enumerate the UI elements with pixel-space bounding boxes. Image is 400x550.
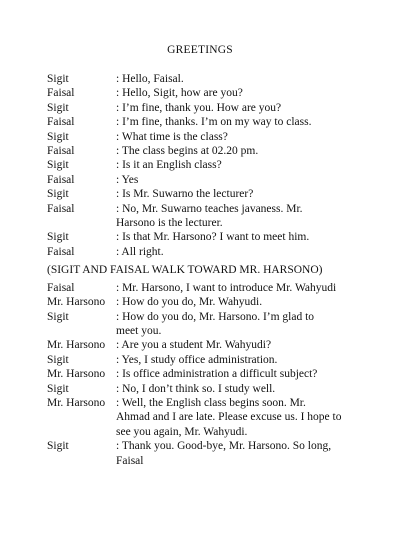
dialogue-text: : What time is the class?: [116, 130, 228, 143]
dialogue-line: [47, 115, 367, 129]
dialogue-line: [47, 367, 367, 381]
speaker-name: Faisal: [47, 116, 75, 129]
dialogue-text: : I’m fine, thank you. How are you?: [116, 101, 282, 114]
speaker-name: Sigit: [47, 310, 69, 323]
dialogue-line: [47, 158, 367, 172]
dialogue-line: [47, 202, 367, 231]
dialogue-line: [47, 353, 367, 367]
dialogue-text: : How do you do, Mr. Harsono. I’m glad to meet you.: [116, 310, 315, 337]
dialogue-line: [47, 382, 367, 396]
dialogue-text: : Is that Mr. Harsono? I want to meet him.: [116, 231, 310, 244]
dialogue-line: [47, 310, 367, 339]
dialogue-line: [47, 187, 367, 201]
dialogue-line: [47, 295, 367, 309]
speaker-name: Faisal: [47, 245, 75, 258]
dialogue-line: [47, 396, 367, 439]
dialogue-text: : Hello, Sigit, how are you?: [116, 87, 243, 100]
speaker-name: Faisal: [47, 281, 75, 294]
dialogue-text: : I’m fine, thanks. I’m on my way to class.: [116, 116, 312, 129]
speaker-name: Sigit: [47, 130, 69, 143]
dialogue-text: : Thank you. Good-bye, Mr. Harsono. So long, Faisal: [116, 440, 332, 467]
dialogue-text: : Is office administration a difficult subject?: [116, 368, 318, 381]
dialogue-text: : Yes: [116, 173, 139, 186]
dialogue-line: [47, 245, 367, 259]
dialogue-text: : No, I don’t think so. I study well.: [116, 382, 276, 395]
speaker-name: Faisal: [47, 173, 75, 186]
dialogue-block: [47, 72, 367, 468]
speaker-name: Sigit: [47, 101, 69, 114]
dialogue-part-1: [47, 72, 367, 259]
dialogue-line: [47, 72, 367, 86]
speaker-name: Sigit: [47, 231, 69, 244]
speaker-name: Sigit: [47, 73, 69, 85]
speaker-name: Sigit: [47, 188, 69, 201]
document-title: GREETINGS: [167, 44, 233, 56]
dialogue-line: [47, 338, 367, 352]
dialogue-text: : The class begins at 02.20 pm.: [116, 145, 259, 158]
dialogue-line: [47, 144, 367, 158]
dialogue-text: : All right.: [116, 245, 164, 258]
dialogue-text: : No, Mr. Suwarno teaches javaness. Mr. Harsono is the lecturer.: [116, 202, 303, 230]
dialogue-text: : Mr. Harsono, I want to introduce Mr. Wahyudi: [116, 281, 337, 294]
scene-direction: (SIGIT AND FAISAL WALK TOWARD MR. HARSONO): [47, 264, 323, 277]
dialogue-line: [47, 101, 367, 115]
speaker-name: Sigit: [47, 353, 69, 366]
dialogue-text: : Are you a student Mr. Wahyudi?: [116, 339, 272, 352]
dialogue-line: [47, 281, 367, 295]
dialogue-text: : Hello, Faisal.: [116, 73, 184, 85]
dialogue-line: [47, 173, 367, 187]
speaker-name: Mr. Harsono: [47, 339, 106, 352]
dialogue-line: [47, 86, 367, 100]
speaker-name: Sigit: [47, 440, 69, 453]
speaker-name: Sigit: [47, 382, 69, 395]
speaker-name: Sigit: [47, 159, 69, 172]
speaker-name: Faisal: [47, 87, 75, 100]
dialogue-line: [47, 130, 367, 144]
dialogue-text: : Well, the English class begins soon. Mr. Ahmad and I are late. Please excuse us. I hope to see you again, Mr. Wahyudi.: [116, 396, 342, 438]
speaker-name: Faisal: [47, 202, 75, 215]
dialogue-part-2: [47, 281, 367, 468]
dialogue-text: : How do you do, Mr. Wahyudi.: [116, 296, 263, 309]
dialogue-text: : Is it an English class?: [116, 159, 222, 172]
dialogue-line: [47, 439, 367, 468]
speaker-name: Mr. Harsono: [47, 368, 106, 381]
speaker-name: Mr. Harsono: [47, 296, 106, 309]
speaker-name: Mr. Harsono: [47, 396, 106, 409]
dialogue-text: : Is Mr. Suwarno the lecturer?: [116, 188, 254, 201]
speaker-name: Faisal: [47, 145, 75, 158]
dialogue-line: [47, 230, 367, 244]
dialogue-text: : Yes, I study office administration.: [116, 353, 278, 366]
